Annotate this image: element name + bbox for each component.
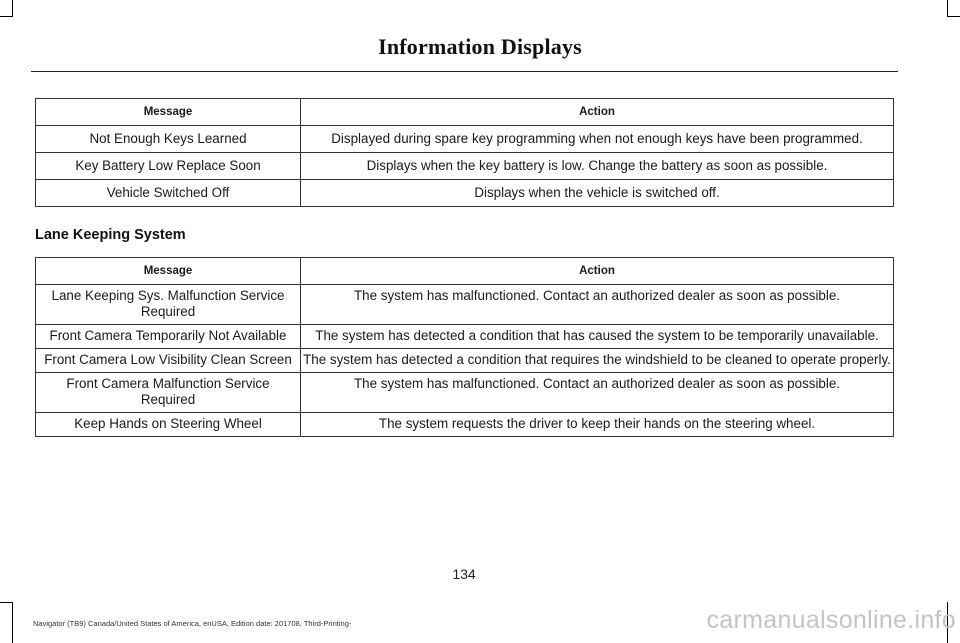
action-cell: The system has malfunctioned. Contact an authorized dealer as soon as possible.	[301, 285, 894, 325]
crop-mark-top-left	[0, 16, 13, 17]
table-row	[36, 153, 894, 180]
watermark: carmanualsonline.info	[706, 606, 956, 634]
table-row	[36, 285, 894, 325]
crop-mark-bottom-left	[12, 602, 13, 643]
table-header-row	[36, 99, 894, 126]
crop-mark-top-right	[947, 0, 948, 17]
action-cell: The system has detected a condition that requires the windshield to be cleaned to operate properly.	[301, 349, 894, 373]
table-row	[36, 325, 894, 349]
action-cell: The system has detected a condition that has caused the system to be temporarily unavailable.	[301, 325, 894, 349]
crop-mark-top-right	[947, 16, 960, 17]
message-cell: Front Camera Temporarily Not Available	[36, 325, 301, 349]
action-cell: Displayed during spare key programming when not enough keys have been programmed.	[301, 126, 894, 153]
column-header-message: Message	[36, 99, 301, 126]
message-cell: Keep Hands on Steering Wheel	[36, 413, 301, 437]
message-cell: Vehicle Switched Off	[36, 180, 301, 207]
action-cell: The system has malfunctioned. Contact an authorized dealer as soon as possible.	[301, 373, 894, 413]
table-row	[36, 373, 894, 413]
messages-table	[35, 98, 894, 207]
table-header-row	[36, 258, 894, 285]
action-cell: Displays when the vehicle is switched off.	[301, 180, 894, 207]
action-cell: Displays when the key battery is low. Change the battery as soon as possible.	[301, 153, 894, 180]
table-row	[36, 413, 894, 437]
page-number: 134	[452, 566, 476, 582]
table-row	[36, 126, 894, 153]
message-cell: Not Enough Keys Learned	[36, 126, 301, 153]
page-title: Information Displays	[378, 34, 582, 59]
table-row	[36, 349, 894, 373]
section-heading: Lane Keeping System	[35, 227, 186, 243]
action-cell: The system requests the driver to keep their hands on the steering wheel.	[301, 413, 894, 437]
message-cell: Front Camera Low Visibility Clean Screen	[36, 349, 301, 373]
lane-keeping-messages-table	[35, 257, 894, 437]
message-cell: Key Battery Low Replace Soon	[36, 153, 301, 180]
message-cell: Lane Keeping Sys. Malfunction Service Required	[36, 285, 301, 325]
edition-footer: Navigator (TB9) Canada/United States of America, enUSA, Edition date: 201708, Third-Printing-	[33, 619, 352, 628]
column-header-action: Action	[301, 258, 894, 285]
column-header-message: Message	[36, 258, 301, 285]
crop-mark-top-left	[12, 0, 13, 17]
column-header-action: Action	[301, 99, 894, 126]
table-row	[36, 180, 894, 207]
crop-mark-bottom-left	[0, 602, 13, 603]
message-cell: Front Camera Malfunction Service Required	[36, 373, 301, 413]
title-divider	[31, 71, 898, 72]
